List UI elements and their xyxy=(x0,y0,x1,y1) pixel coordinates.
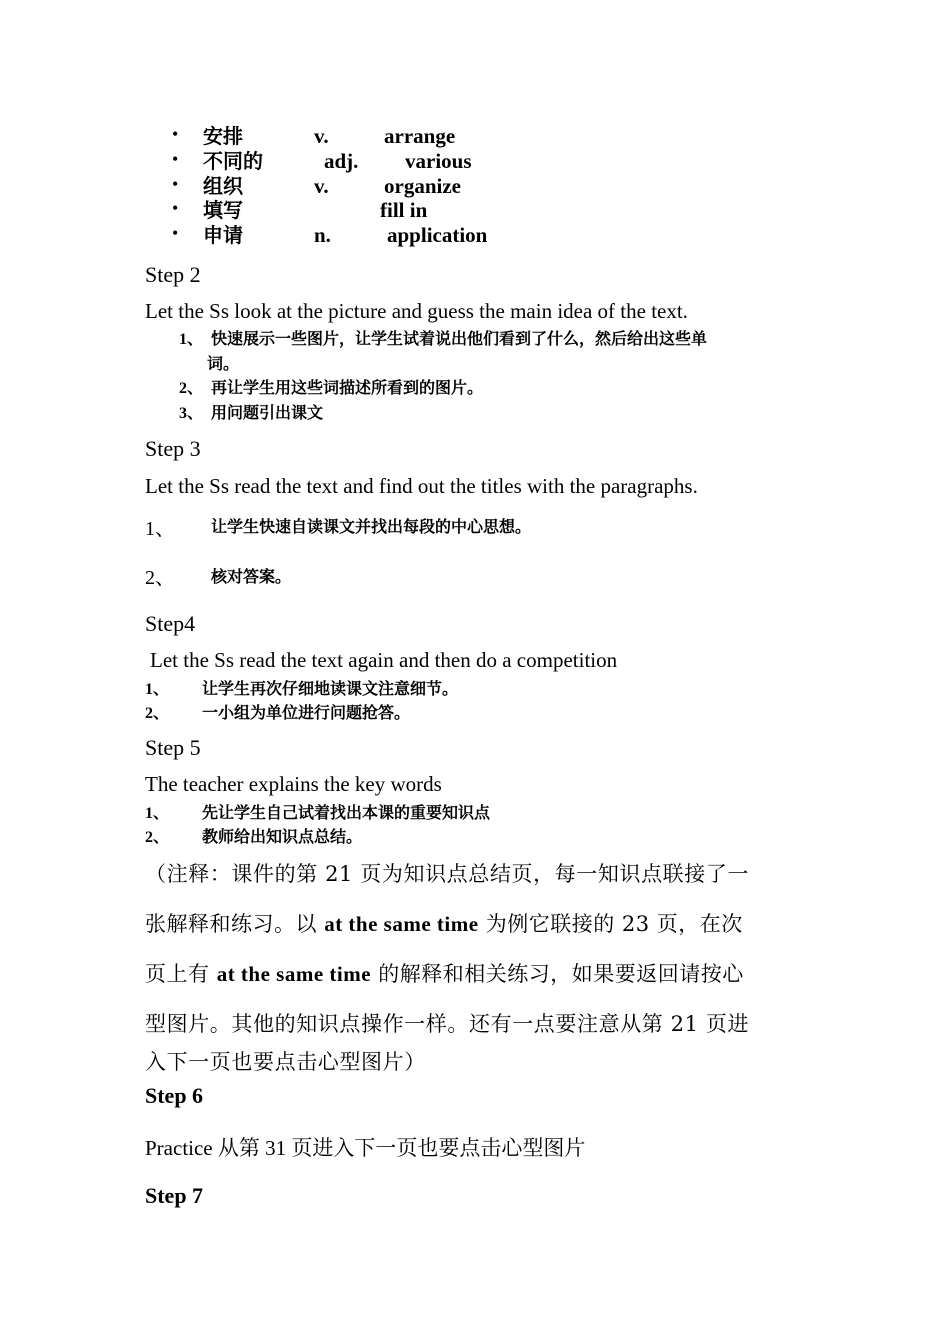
vocab-pos: adj. xyxy=(324,149,359,173)
step4-item-num: 2、 xyxy=(145,705,170,722)
step4-item-num: 1、 xyxy=(145,681,170,698)
step3-desc: Let the Ss read the text and find out the titles with the paragraphs. xyxy=(145,474,698,498)
step5-item-text: 先让学生自己试着找出本课的重要知识点 xyxy=(202,803,491,822)
step3-item-text: 让学生快速自读课文并找出每段的中心思想。 xyxy=(211,517,532,536)
vocab-cn: 组织 xyxy=(203,174,243,198)
vocab-cn: 安排 xyxy=(203,124,243,148)
step5-item-num: 1、 xyxy=(145,805,170,822)
step3-item-num: 2、 xyxy=(145,567,175,589)
step3-item-text: 核对答案。 xyxy=(211,567,292,586)
step4-title: Step4 xyxy=(145,611,196,636)
step5-item-num: 2、 xyxy=(145,829,170,846)
note-term: at the same time xyxy=(216,962,372,986)
vocab-en: application xyxy=(387,223,488,247)
note-term: at the same time xyxy=(324,912,479,936)
step5-item-text: 教师给出知识点总结。 xyxy=(202,827,363,846)
note-line: 页上有 at the same time 的解释和相关练习，如果要返回请按心 xyxy=(145,962,744,986)
step2-item-text: 用问题引出课文 xyxy=(211,403,324,422)
vocab-en: organize xyxy=(384,174,461,198)
step5-title: Step 5 xyxy=(145,735,201,760)
step2-item-num: 2、 xyxy=(179,380,204,397)
step2-title: Step 2 xyxy=(145,262,201,287)
vocab-cn: 申请 xyxy=(203,223,243,247)
step2-item-text: 再让学生用这些词描述所看到的图片。 xyxy=(211,378,484,397)
bullet: • xyxy=(172,174,179,194)
bullet: • xyxy=(172,124,179,144)
step3-title: Step 3 xyxy=(145,436,201,461)
step7-title: Step 7 xyxy=(145,1183,204,1208)
vocab-cn: 填写 xyxy=(203,198,243,222)
step6-desc: Practice 从第 31 页进入下一页也要点击心型图片 xyxy=(145,1136,586,1160)
step2-item-num: 1、 xyxy=(179,331,204,348)
vocab-pos: n. xyxy=(314,223,331,247)
bullet: • xyxy=(172,149,179,169)
vocab-en: various xyxy=(405,149,472,173)
note-line: 张解释和练习。以 at the same time 为例它联接的 23 页，在次 xyxy=(145,912,743,936)
note-line: （注释：课件的第 21 页为知识点总结页，每一知识点联接了一 xyxy=(145,862,750,886)
vocab-en: arrange xyxy=(384,124,456,148)
step4-desc: Let the Ss read the text again and then do a competition xyxy=(150,648,618,672)
step2-item-text: 快速展示一些图片，让学生试着说出他们看到了什么，然后给出这些单 xyxy=(211,329,708,348)
bullet: • xyxy=(172,223,179,243)
note-line: 入下一页也要点击心型图片） xyxy=(145,1050,426,1074)
vocab-en: fill in xyxy=(380,198,428,222)
step2-item-cont: 词。 xyxy=(207,354,240,373)
step4-item-text: 让学生再次仔细地读课文注意细节。 xyxy=(202,679,459,698)
note-line: 型图片。其他的知识点操作一样。还有一点要注意从第 21 页进 xyxy=(145,1012,750,1036)
step3-item-num: 1、 xyxy=(145,518,175,540)
vocab-pos: v. xyxy=(314,124,329,148)
vocab-cn: 不同的 xyxy=(203,149,263,173)
vocab-pos: v. xyxy=(314,174,329,198)
step6-title: Step 6 xyxy=(145,1083,204,1108)
step4-item-text: 一小组为单位进行问题抢答。 xyxy=(202,703,411,722)
step5-desc: The teacher explains the key words xyxy=(145,772,442,796)
step2-desc: Let the Ss look at the picture and guess the main idea of the text. xyxy=(145,299,688,323)
bullet: • xyxy=(172,198,179,218)
step2-item-num: 3、 xyxy=(179,405,204,422)
